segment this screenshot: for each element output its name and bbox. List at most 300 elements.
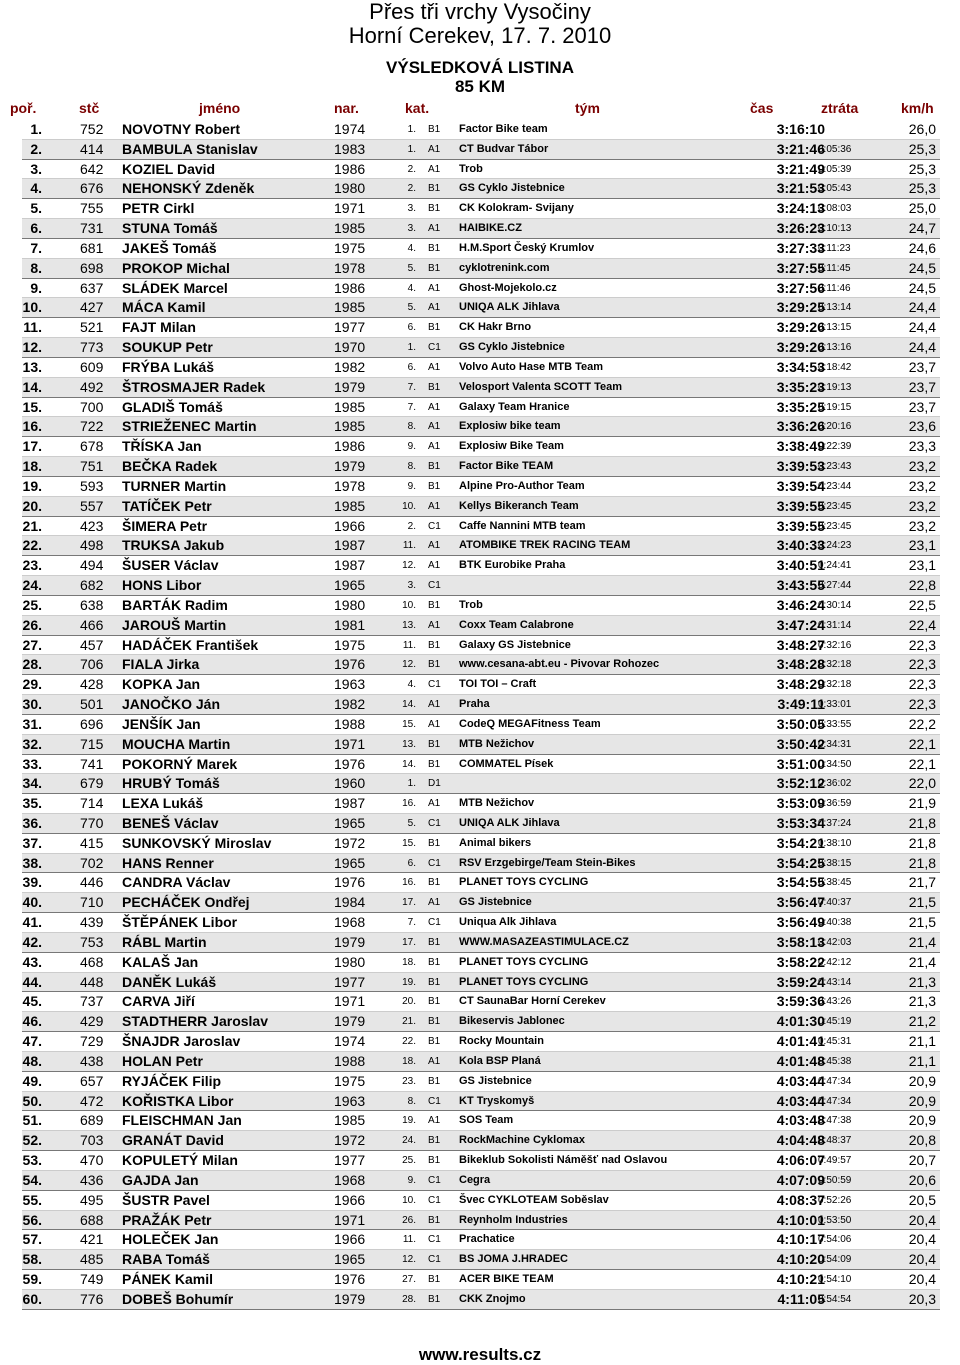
cell-start-number: 751 xyxy=(80,458,104,475)
cell-position: 41. xyxy=(22,914,42,931)
table-row xyxy=(22,517,940,537)
cell-name: ŠUSER Václav xyxy=(122,557,219,574)
cell-start-number: 753 xyxy=(80,933,104,950)
cell-birth-year: 1971 xyxy=(334,993,366,1010)
cell-category-position: 13. xyxy=(402,619,416,631)
cell-time: 4:01:30 xyxy=(776,1013,825,1030)
cell-time: 3:21:49 xyxy=(776,160,825,177)
cell-category-position: 15. xyxy=(402,718,416,730)
cell-category: B1 xyxy=(428,124,441,135)
cell-position: 12. xyxy=(22,339,42,356)
cell-name: GAJDA Jan xyxy=(122,1171,199,1188)
cell-name: PROKOP Michal xyxy=(122,259,230,276)
cell-name: TATÍČEK Petr xyxy=(122,497,212,514)
cell-time: 3:54:55 xyxy=(776,874,825,891)
table-row xyxy=(22,695,940,715)
cell-time: 3:46:24 xyxy=(776,596,825,613)
cell-name: KOPULETÝ Milan xyxy=(122,1152,238,1169)
cell-birth-year: 1979 xyxy=(334,1290,366,1307)
cell-gap: 0:36:59 xyxy=(818,798,852,810)
cell-position: 52. xyxy=(22,1132,42,1149)
table-row xyxy=(22,1250,940,1270)
results-table xyxy=(22,120,940,1310)
cell-time: 3:26:23 xyxy=(776,220,825,237)
cell-speed: 21,4 xyxy=(908,933,936,950)
cell-start-number: 421 xyxy=(80,1231,104,1248)
cell-category: B1 xyxy=(428,659,441,671)
cell-start-number: 696 xyxy=(80,715,104,732)
table-row xyxy=(22,279,940,299)
cell-team: Coxx Team Calabrone xyxy=(459,618,574,631)
cell-gap: 0:52:26 xyxy=(818,1194,852,1206)
cell-time: 3:56:49 xyxy=(776,914,825,931)
cell-speed: 25,3 xyxy=(908,140,936,157)
cell-team: GS Cyklo Jistebnice xyxy=(459,182,565,195)
cell-birth-year: 1971 xyxy=(334,1211,366,1228)
cell-time: 3:34:53 xyxy=(776,358,825,375)
cell-category-position: 2. xyxy=(407,520,416,532)
cell-start-number: 657 xyxy=(80,1072,104,1089)
cell-speed: 21,1 xyxy=(908,1052,936,1069)
cell-time: 3:48:28 xyxy=(776,656,825,673)
cell-gap: 0:53:50 xyxy=(818,1214,852,1226)
cell-category: B1 xyxy=(428,996,441,1008)
cell-name: ŠTROSMAJER Radek xyxy=(122,378,266,395)
cell-birth-year: 1979 xyxy=(334,458,366,475)
cell-birth-year: 1980 xyxy=(334,180,366,197)
cell-time: 3:39:53 xyxy=(776,458,825,475)
cell-birth-year: 1985 xyxy=(334,418,366,435)
cell-position: 46. xyxy=(22,1013,42,1030)
cell-start-number: 700 xyxy=(80,398,104,415)
cell-category: A1 xyxy=(428,500,441,512)
cell-birth-year: 1982 xyxy=(334,358,366,375)
cell-name: STRIEŽENEC Martin xyxy=(122,418,257,435)
table-row xyxy=(22,953,940,973)
table-row xyxy=(22,1032,940,1052)
cell-birth-year: 1985 xyxy=(334,497,366,514)
cell-position: 26. xyxy=(22,616,42,633)
cell-birth-year: 1968 xyxy=(334,914,366,931)
cell-gap: 0:47:34 xyxy=(818,1075,852,1087)
cell-gap: 0:32:16 xyxy=(818,639,852,651)
cell-category: A1 xyxy=(428,540,441,552)
table-row xyxy=(22,616,940,636)
cell-category: A1 xyxy=(428,699,441,711)
cell-speed: 23,1 xyxy=(908,557,936,574)
cell-category: C1 xyxy=(428,857,441,869)
cell-time: 3:40:51 xyxy=(776,557,825,574)
table-row xyxy=(22,140,940,160)
cell-name: DANĚK Lukáš xyxy=(122,973,217,990)
cell-name: MOUCHA Martin xyxy=(122,735,231,752)
cell-speed: 22,0 xyxy=(908,775,936,792)
table-row xyxy=(22,1151,940,1171)
cell-category-position: 18. xyxy=(402,1055,416,1067)
cell-name: HADÁČEK František xyxy=(122,636,259,653)
table-row xyxy=(22,834,940,854)
cell-speed: 20,4 xyxy=(908,1231,936,1248)
cell-name: JAROUŠ Martin xyxy=(122,616,227,633)
cell-name: JAKEŠ Tomáš xyxy=(122,239,217,256)
cell-gap: 0:43:14 xyxy=(818,976,852,988)
cell-gap: 0:47:38 xyxy=(818,1115,852,1127)
cell-name: BENEŠ Václav xyxy=(122,814,219,831)
cell-category-position: 20. xyxy=(402,996,416,1008)
cell-gap: 0:34:50 xyxy=(818,758,852,770)
table-row xyxy=(22,477,940,497)
cell-speed: 23,6 xyxy=(908,418,936,435)
cell-birth-year: 1965 xyxy=(334,577,366,594)
table-row xyxy=(22,219,940,239)
col-header-kmh: km/h xyxy=(901,100,934,116)
cell-team: cyklotrenink.com xyxy=(459,261,550,274)
cell-gap: 0:11:45 xyxy=(818,262,851,274)
cell-position: 10. xyxy=(22,299,42,316)
cell-speed: 21,9 xyxy=(908,795,936,812)
cell-birth-year: 1988 xyxy=(334,715,366,732)
cell-name: RÁBL Martin xyxy=(122,933,207,950)
cell-category-position: 4. xyxy=(407,242,416,254)
cell-category: B1 xyxy=(428,738,441,750)
cell-category: A1 xyxy=(428,302,441,314)
event-title: Přes tři vrchy Vysočiny xyxy=(369,0,591,24)
cell-birth-year: 1963 xyxy=(334,676,366,693)
cell-team: PLANET TOYS CYCLING xyxy=(459,876,589,889)
col-header-cas: čas xyxy=(750,100,774,116)
cell-start-number: 676 xyxy=(80,180,104,197)
cell-team: CodeQ MEGAFitness Team xyxy=(459,717,601,730)
cell-category: A1 xyxy=(428,718,441,730)
cell-position: 6. xyxy=(30,220,42,237)
cell-category-position: 3. xyxy=(407,203,416,215)
cell-start-number: 637 xyxy=(80,279,104,296)
cell-category: A1 xyxy=(428,282,441,294)
cell-team: Animal bikers xyxy=(459,836,532,849)
cell-gap: 0:22:39 xyxy=(818,441,852,453)
results-heading: VÝSLEDKOVÁ LISTINA xyxy=(386,58,574,77)
cell-team: KT Tryskomyš xyxy=(459,1094,535,1107)
cell-position: 3. xyxy=(30,160,42,177)
cell-category: C1 xyxy=(428,1095,441,1107)
cell-speed: 23,1 xyxy=(908,537,936,554)
cell-category-position: 7. xyxy=(407,401,416,413)
cell-speed: 26,0 xyxy=(908,121,936,137)
cell-position: 48. xyxy=(22,1052,42,1069)
table-row xyxy=(22,338,940,358)
table-row xyxy=(22,794,940,814)
cell-start-number: 414 xyxy=(80,140,104,157)
cell-category: B1 xyxy=(428,262,441,274)
cell-birth-year: 1972 xyxy=(334,1132,366,1149)
cell-category-position: 12. xyxy=(402,659,416,671)
cell-start-number: 679 xyxy=(80,775,104,792)
cell-start-number: 682 xyxy=(80,577,104,594)
table-row xyxy=(22,1131,940,1151)
cell-team: Uniqua Alk Jihlava xyxy=(459,916,557,929)
cell-gap: 0:36:02 xyxy=(818,778,852,790)
cell-gap: 0:45:38 xyxy=(818,1055,852,1067)
col-header-nar: nar. xyxy=(334,100,359,116)
cell-birth-year: 1979 xyxy=(334,378,366,395)
cell-name: FAJT Milan xyxy=(122,319,196,336)
cell-time: 3:48:29 xyxy=(776,676,825,693)
cell-gap: 0:19:15 xyxy=(818,401,852,413)
cell-time: 3:29:26 xyxy=(776,319,825,336)
cell-position: 27. xyxy=(22,636,42,653)
cell-speed: 22,3 xyxy=(908,676,936,693)
cell-gap: 0:24:23 xyxy=(818,540,852,552)
cell-team: Kola BSP Planá xyxy=(459,1054,541,1067)
cell-category-position: 9. xyxy=(407,1174,416,1186)
table-row xyxy=(22,1171,940,1191)
cell-time: 4:10:17 xyxy=(776,1231,825,1248)
cell-name: SLÁDEK Marcel xyxy=(122,279,228,296)
table-row xyxy=(22,536,940,556)
table-row xyxy=(22,913,940,933)
cell-category: A1 xyxy=(428,163,441,175)
cell-start-number: 446 xyxy=(80,874,104,891)
cell-gap: 0:54:09 xyxy=(818,1254,852,1266)
table-row xyxy=(22,735,940,755)
cell-birth-year: 1975 xyxy=(334,1072,366,1089)
cell-time: 3:43:55 xyxy=(776,577,825,594)
cell-name: PECHÁČEK Ondřej xyxy=(122,894,250,911)
cell-time: 4:03:48 xyxy=(776,1112,825,1129)
cell-category-position: 8. xyxy=(407,461,416,473)
cell-gap: 0:45:19 xyxy=(818,1016,852,1028)
cell-time: 3:53:34 xyxy=(776,814,825,831)
cell-position: 35. xyxy=(22,795,42,812)
cell-speed: 21,4 xyxy=(908,953,936,970)
cell-name: DOBEŠ Bohumír xyxy=(122,1290,234,1307)
cell-category: B1 xyxy=(428,639,441,651)
cell-speed: 22,3 xyxy=(908,636,936,653)
cell-speed: 21,8 xyxy=(908,834,936,851)
cell-category: A1 xyxy=(428,619,441,631)
cell-position: 59. xyxy=(22,1271,42,1288)
cell-name: KALAŠ Jan xyxy=(122,953,199,970)
cell-category-position: 11. xyxy=(402,1234,416,1246)
cell-speed: 25,3 xyxy=(908,180,936,197)
cell-birth-year: 1987 xyxy=(334,537,366,554)
cell-position: 5. xyxy=(30,200,42,217)
distance-heading: 85 KM xyxy=(454,77,506,96)
cell-team: Švec CYKLOTEAM Soběslav xyxy=(459,1193,609,1206)
cell-time: 3:36:26 xyxy=(776,418,825,435)
cell-start-number: 688 xyxy=(80,1211,104,1228)
cell-category: A1 xyxy=(428,143,441,155)
cell-team: Reynholm Industries xyxy=(459,1213,568,1226)
cell-name: TRUKSA Jakub xyxy=(122,537,225,554)
cell-category: B1 xyxy=(428,1155,441,1167)
cell-team: Ghost-Mojekolo.cz xyxy=(459,281,557,294)
cell-birth-year: 1978 xyxy=(334,477,366,494)
cell-speed: 22,3 xyxy=(908,696,936,713)
cell-position: 18. xyxy=(22,458,42,475)
cell-category: B1 xyxy=(428,203,441,215)
cell-category: B1 xyxy=(428,1274,441,1286)
cell-position: 19. xyxy=(22,477,42,494)
cell-name: BEČKA Radek xyxy=(122,458,218,475)
cell-speed: 20,9 xyxy=(908,1092,936,1109)
cell-category: B1 xyxy=(428,322,441,334)
cell-position: 8. xyxy=(30,259,42,276)
cell-time: 3:54:25 xyxy=(776,854,825,871)
cell-team: Velosport Valenta SCOTT Team xyxy=(459,380,623,393)
cell-time: 3:53:09 xyxy=(776,795,825,812)
cell-category: B1 xyxy=(428,480,441,492)
table-row xyxy=(22,497,940,517)
table-row xyxy=(22,318,940,338)
cell-category: B1 xyxy=(428,381,441,393)
cell-birth-year: 1976 xyxy=(334,656,366,673)
cell-start-number: 678 xyxy=(80,438,104,455)
cell-start-number: 681 xyxy=(80,239,104,256)
cell-gap: 0:05:43 xyxy=(818,183,852,195)
cell-category: B1 xyxy=(428,956,441,968)
cell-speed: 21,8 xyxy=(908,854,936,871)
cell-time: 3:35:23 xyxy=(776,378,825,395)
cell-gap: 0:42:12 xyxy=(818,956,852,968)
cell-team: MTB Nežichov xyxy=(459,797,535,810)
cell-gap: 0:33:55 xyxy=(818,718,852,730)
cell-team: MTB Nežichov xyxy=(459,737,535,750)
cell-category-position: 22. xyxy=(402,1036,416,1048)
cell-team: GS Jistebnice xyxy=(459,1074,532,1087)
cell-gap: 0:24:41 xyxy=(818,560,852,572)
cell-name: ŠIMERA Petr xyxy=(122,517,208,534)
cell-time: 3:21:46 xyxy=(776,140,825,157)
cell-start-number: 438 xyxy=(80,1052,104,1069)
cell-name: ŠTĚPÁNEK Libor xyxy=(122,914,238,931)
cell-name: FRÝBA Lukáš xyxy=(122,358,215,375)
cell-speed: 20,6 xyxy=(908,1171,936,1188)
table-row xyxy=(22,715,940,735)
cell-category-position: 5. xyxy=(407,817,416,829)
cell-name: POKORNÝ Marek xyxy=(122,755,238,772)
cell-category-position: 15. xyxy=(402,837,416,849)
cell-start-number: 448 xyxy=(80,973,104,990)
cell-gap: 0:13:15 xyxy=(818,322,852,334)
cell-position: 44. xyxy=(22,973,42,990)
cell-speed: 24,7 xyxy=(908,220,936,237)
cell-start-number: 729 xyxy=(80,1033,104,1050)
cell-speed: 21,5 xyxy=(908,914,936,931)
cell-time: 3:39:55 xyxy=(776,517,825,534)
cell-category: C1 xyxy=(428,580,441,592)
cell-birth-year: 1976 xyxy=(334,1271,366,1288)
cell-time: 3:54:21 xyxy=(776,834,825,851)
cell-name: CANDRA Václav xyxy=(122,874,231,891)
cell-category-position: 1. xyxy=(407,778,416,790)
cell-position: 40. xyxy=(22,894,42,911)
table-row xyxy=(22,457,940,477)
cell-category-position: 13. xyxy=(402,738,416,750)
table-row xyxy=(22,596,940,616)
cell-category-position: 10. xyxy=(402,500,416,512)
cell-name: STUNA Tomáš xyxy=(122,220,218,237)
event-place-date: Horní Cerekev, 17. 7. 2010 xyxy=(348,23,612,48)
cell-name: PETR Cirkl xyxy=(122,200,195,217)
cell-position: 31. xyxy=(22,715,42,732)
table-row xyxy=(22,1052,940,1072)
cell-start-number: 714 xyxy=(80,795,104,812)
cell-start-number: 436 xyxy=(80,1171,104,1188)
cell-category: C1 xyxy=(428,679,441,691)
cell-birth-year: 1985 xyxy=(334,220,366,237)
cell-name: STADTHERR Jaroslav xyxy=(122,1013,269,1030)
table-row xyxy=(22,755,940,775)
cell-category: C1 xyxy=(428,817,441,829)
cell-birth-year: 1986 xyxy=(334,438,366,455)
cell-category-position: 8. xyxy=(407,1095,416,1107)
cell-position: 4. xyxy=(30,180,42,197)
cell-gap: 0:50:59 xyxy=(818,1174,852,1186)
cell-name: HANS Renner xyxy=(122,854,214,871)
cell-gap: 0:20:16 xyxy=(818,421,852,433)
cell-category-position: 19. xyxy=(402,1115,416,1127)
table-row xyxy=(22,179,940,199)
cell-category-position: 6. xyxy=(407,857,416,869)
cell-team: ATOMBIKE TREK RACING TEAM xyxy=(459,539,631,552)
cell-team: Praha xyxy=(459,698,490,711)
cell-category-position: 7. xyxy=(407,917,416,929)
cell-speed: 22,5 xyxy=(908,596,936,613)
cell-category: C1 xyxy=(428,1174,441,1186)
cell-birth-year: 1965 xyxy=(334,854,366,871)
cell-speed: 23,2 xyxy=(908,497,936,514)
cell-position: 55. xyxy=(22,1191,42,1208)
cell-gap: 0:23:43 xyxy=(818,461,852,473)
cell-speed: 23,3 xyxy=(908,438,936,455)
cell-category: B1 xyxy=(428,1293,441,1305)
cell-start-number: 741 xyxy=(80,755,104,772)
cell-category-position: 8. xyxy=(407,421,416,433)
cell-start-number: 752 xyxy=(80,121,104,137)
cell-start-number: 702 xyxy=(80,854,104,871)
cell-start-number: 466 xyxy=(80,616,104,633)
cell-position: 1. xyxy=(30,121,42,137)
table-row xyxy=(22,259,940,279)
cell-birth-year: 1985 xyxy=(334,299,366,316)
cell-speed: 22,3 xyxy=(908,656,936,673)
cell-start-number: 722 xyxy=(80,418,104,435)
cell-team: Galaxy GS Jistebnice xyxy=(459,638,571,651)
table-row xyxy=(22,636,940,656)
cell-name: HONS Libor xyxy=(122,577,202,594)
cell-team: Trob xyxy=(459,598,483,611)
cell-gap: 0:10:13 xyxy=(818,223,852,235)
cell-position: 58. xyxy=(22,1251,42,1268)
table-row xyxy=(22,1290,940,1310)
cell-gap: 0:33:01 xyxy=(818,699,852,711)
cell-team: Cegra xyxy=(459,1173,491,1186)
cell-name: KOŘISTKA Libor xyxy=(122,1092,234,1109)
cell-position: 39. xyxy=(22,874,42,891)
cell-birth-year: 1971 xyxy=(334,735,366,752)
cell-team: RockMachine Cyklomax xyxy=(459,1134,585,1147)
cell-start-number: 468 xyxy=(80,953,104,970)
cell-speed: 21,1 xyxy=(908,1033,936,1050)
cell-position: 42. xyxy=(22,933,42,950)
cell-start-number: 439 xyxy=(80,914,104,931)
cell-name: HOLEČEK Jan xyxy=(122,1231,219,1248)
cell-position: 51. xyxy=(22,1112,42,1129)
table-row xyxy=(22,1072,940,1092)
cell-position: 56. xyxy=(22,1211,42,1228)
cell-start-number: 472 xyxy=(80,1092,104,1109)
